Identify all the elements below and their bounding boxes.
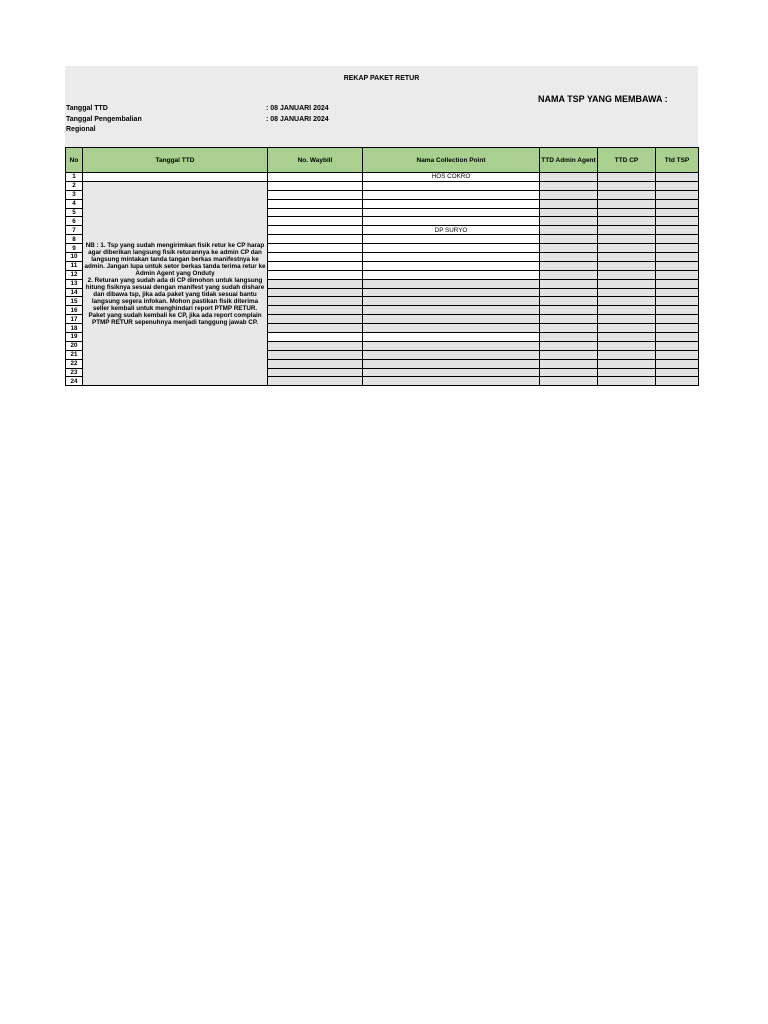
waybill-cell[interactable]: [268, 297, 363, 306]
ttd-tsp-cell[interactable]: [656, 217, 699, 226]
row-number: 10: [66, 253, 83, 262]
waybill-cell[interactable]: [268, 190, 363, 199]
ttd-admin-cell[interactable]: [540, 208, 598, 217]
ttd-tsp-cell[interactable]: [656, 288, 699, 297]
ttd-cp-cell[interactable]: [598, 226, 656, 235]
collection-point-cell[interactable]: [363, 306, 540, 315]
collection-point-cell[interactable]: [363, 377, 540, 386]
ttd-admin-cell[interactable]: [540, 261, 598, 270]
ttd-cp-cell[interactable]: [598, 359, 656, 368]
row-number: 12: [66, 270, 83, 279]
ttd-tsp-cell[interactable]: [656, 235, 699, 244]
ttd-cp-cell[interactable]: [598, 235, 656, 244]
tsp-label: NAMA TSP YANG MEMBAWA :: [538, 94, 668, 104]
collection-point-cell[interactable]: [363, 333, 540, 342]
ttd-admin-cell[interactable]: [540, 253, 598, 262]
collection-point-cell[interactable]: [363, 315, 540, 324]
collection-point-cell[interactable]: [363, 270, 540, 279]
ttd-tsp-cell[interactable]: [656, 377, 699, 386]
waybill-cell[interactable]: [268, 341, 363, 350]
ttd-tsp-cell[interactable]: [656, 315, 699, 324]
meta-label-tanggal-ttd: Tanggal TTD: [66, 105, 108, 112]
ttd-tsp-cell[interactable]: [656, 297, 699, 306]
ttd-cp-cell[interactable]: [598, 324, 656, 333]
row-number: 23: [66, 368, 83, 377]
ttd-cp-cell[interactable]: [598, 297, 656, 306]
row-number: 17: [66, 315, 83, 324]
ttd-tsp-cell[interactable]: [656, 279, 699, 288]
collection-point-cell[interactable]: [363, 279, 540, 288]
ttd-cp-cell[interactable]: [598, 270, 656, 279]
waybill-cell[interactable]: [268, 350, 363, 359]
row-number: 16: [66, 306, 83, 315]
collection-point-cell[interactable]: [363, 190, 540, 199]
meta-value-tanggal-pengembalian: : 08 JANUARI 2024: [266, 116, 329, 123]
waybill-cell[interactable]: [268, 173, 363, 182]
waybill-cell[interactable]: [268, 253, 363, 262]
tanggal-ttd-cell[interactable]: [83, 173, 268, 182]
ttd-tsp-cell[interactable]: [656, 341, 699, 350]
col-header-no: No: [66, 148, 83, 173]
col-header-ttd-tsp: Ttd TSP: [656, 148, 699, 173]
row-number: 13: [66, 279, 83, 288]
retur-table: [65, 147, 699, 386]
ttd-admin-cell[interactable]: [540, 288, 598, 297]
waybill-cell[interactable]: [268, 324, 363, 333]
ttd-cp-cell[interactable]: [598, 253, 656, 262]
waybill-cell[interactable]: [268, 315, 363, 324]
row-number: 14: [66, 288, 83, 297]
col-header-waybill: No. Waybill: [268, 148, 363, 173]
row-number: 21: [66, 350, 83, 359]
collection-point-cell[interactable]: [363, 288, 540, 297]
collection-point-cell[interactable]: [363, 368, 540, 377]
waybill-cell[interactable]: [268, 261, 363, 270]
ttd-tsp-cell[interactable]: [656, 324, 699, 333]
ttd-tsp-cell[interactable]: [656, 270, 699, 279]
row-number: 15: [66, 297, 83, 306]
ttd-tsp-cell[interactable]: [656, 181, 699, 190]
ttd-admin-cell[interactable]: [540, 333, 598, 342]
row-number: 18: [66, 324, 83, 333]
waybill-cell[interactable]: [268, 377, 363, 386]
ttd-admin-cell[interactable]: [540, 368, 598, 377]
row-number: 1: [66, 173, 83, 182]
meta-label-regional: Regional: [66, 126, 96, 133]
row-number: 11: [66, 261, 83, 270]
collection-point-cell[interactable]: [363, 199, 540, 208]
collection-point-cell[interactable]: HOS COKRO: [363, 173, 540, 182]
waybill-cell[interactable]: [268, 226, 363, 235]
col-header-collection-point: Nama Collection Point: [363, 148, 540, 173]
collection-point-cell[interactable]: DP SURYO: [363, 226, 540, 235]
row-number: 5: [66, 208, 83, 217]
ttd-admin-cell[interactable]: [540, 181, 598, 190]
ttd-cp-cell[interactable]: [598, 208, 656, 217]
waybill-cell[interactable]: [268, 199, 363, 208]
ttd-tsp-cell[interactable]: [656, 190, 699, 199]
ttd-admin-cell[interactable]: [540, 173, 598, 182]
document-title: REKAP PAKET RETUR: [343, 75, 420, 82]
waybill-cell[interactable]: [268, 359, 363, 368]
table-header-row: [66, 148, 699, 173]
ttd-cp-cell[interactable]: [598, 333, 656, 342]
row-number: 22: [66, 359, 83, 368]
collection-point-cell[interactable]: [363, 235, 540, 244]
ttd-admin-cell[interactable]: [540, 359, 598, 368]
ttd-admin-cell[interactable]: [540, 226, 598, 235]
ttd-cp-cell[interactable]: [598, 199, 656, 208]
meta-value-tanggal-ttd: : 08 JANUARI 2024: [266, 105, 329, 112]
ttd-admin-cell[interactable]: [540, 377, 598, 386]
row-number: 4: [66, 199, 83, 208]
ttd-admin-cell[interactable]: [540, 306, 598, 315]
ttd-admin-cell[interactable]: [540, 270, 598, 279]
ttd-cp-cell[interactable]: [598, 181, 656, 190]
waybill-cell[interactable]: [268, 288, 363, 297]
ttd-cp-cell[interactable]: [598, 315, 656, 324]
note-text: NB : 1. Tsp yang sudah mengirimkan fisik retur ke CP harap agar diberikan langsung fisik returannya ke admin CP dan langsung mintakan tanda tangan berkas manifestnya ke admin. Jangan lupa untuk setor berkas tanda terima retur ke Admin Agent yang Onduty 2. Returan yang sudah ada di CP dimohon untuk langsung hitung fisiknya sesuai dengan manifest yang sudah dishare dan dibawa tsp, jika ada paket yang tidak sesuai bantu langsung segera infokan. Mohon pastikan fisik diterima seller kembali untuk menghindari report PTMP RETUR. Paket yang sudah kembali ke CP, jika ada report complain PTMP RETUR sepenuhnya menjadi tanggung jawab CP.: [84, 241, 266, 326]
waybill-cell[interactable]: [268, 208, 363, 217]
ttd-tsp-cell[interactable]: [656, 244, 699, 253]
ttd-admin-cell[interactable]: [540, 199, 598, 208]
ttd-admin-cell[interactable]: [540, 315, 598, 324]
ttd-admin-cell[interactable]: [540, 341, 598, 350]
ttd-cp-cell[interactable]: [598, 341, 656, 350]
col-header-tanggal-ttd: Tanggal TTD: [83, 148, 268, 173]
collection-point-cell[interactable]: [363, 341, 540, 350]
waybill-cell[interactable]: [268, 279, 363, 288]
ttd-admin-cell[interactable]: [540, 297, 598, 306]
ttd-admin-cell[interactable]: [540, 217, 598, 226]
table-row: [66, 173, 699, 182]
ttd-admin-cell[interactable]: [540, 244, 598, 253]
ttd-cp-cell[interactable]: [598, 350, 656, 359]
waybill-cell[interactable]: [268, 306, 363, 315]
ttd-tsp-cell[interactable]: [656, 261, 699, 270]
collection-point-cell[interactable]: [363, 359, 540, 368]
ttd-cp-cell[interactable]: [598, 306, 656, 315]
ttd-cp-cell[interactable]: [598, 261, 656, 270]
ttd-admin-cell[interactable]: [540, 324, 598, 333]
collection-point-cell[interactable]: [363, 217, 540, 226]
ttd-cp-cell[interactable]: [598, 377, 656, 386]
collection-point-cell[interactable]: [363, 181, 540, 190]
waybill-cell[interactable]: [268, 244, 363, 253]
row-number: 2: [66, 181, 83, 190]
row-number: 6: [66, 217, 83, 226]
ttd-tsp-cell[interactable]: [656, 208, 699, 217]
waybill-cell[interactable]: [268, 368, 363, 377]
ttd-cp-cell[interactable]: [598, 288, 656, 297]
meta-label-tanggal-pengembalian: Tanggal Pengembalian: [66, 116, 142, 123]
ttd-cp-cell[interactable]: [598, 217, 656, 226]
ttd-tsp-cell[interactable]: [656, 173, 699, 182]
table-row: [66, 181, 699, 190]
ttd-cp-cell[interactable]: [598, 279, 656, 288]
waybill-cell[interactable]: [268, 235, 363, 244]
ttd-cp-cell[interactable]: [598, 173, 656, 182]
row-number: 20: [66, 341, 83, 350]
ttd-tsp-cell[interactable]: [656, 306, 699, 315]
ttd-admin-cell[interactable]: [540, 279, 598, 288]
collection-point-cell[interactable]: [363, 253, 540, 262]
row-number: 19: [66, 333, 83, 342]
ttd-cp-cell[interactable]: [598, 190, 656, 199]
ttd-tsp-cell[interactable]: [656, 333, 699, 342]
ttd-tsp-cell[interactable]: [656, 253, 699, 262]
row-number: 8: [66, 235, 83, 244]
row-number: 9: [66, 244, 83, 253]
ttd-admin-cell[interactable]: [540, 235, 598, 244]
waybill-cell[interactable]: [268, 217, 363, 226]
ttd-tsp-cell[interactable]: [656, 350, 699, 359]
ttd-tsp-cell[interactable]: [656, 368, 699, 377]
ttd-cp-cell[interactable]: [598, 244, 656, 253]
collection-point-cell[interactable]: [363, 208, 540, 217]
row-number: 7: [66, 226, 83, 235]
col-header-ttd-admin: TTD Admin Agent: [540, 148, 598, 173]
row-number: 24: [66, 377, 83, 386]
collection-point-cell[interactable]: [363, 244, 540, 253]
ttd-cp-cell[interactable]: [598, 368, 656, 377]
ttd-tsp-cell[interactable]: [656, 359, 699, 368]
collection-point-cell[interactable]: [363, 350, 540, 359]
ttd-admin-cell[interactable]: [540, 190, 598, 199]
ttd-tsp-cell[interactable]: [656, 199, 699, 208]
col-header-ttd-cp: TTD CP: [598, 148, 656, 173]
note-cell: [83, 181, 268, 385]
collection-point-cell[interactable]: [363, 297, 540, 306]
collection-point-cell[interactable]: [363, 261, 540, 270]
ttd-tsp-cell[interactable]: [656, 226, 699, 235]
waybill-cell[interactable]: [268, 333, 363, 342]
waybill-cell[interactable]: [268, 270, 363, 279]
ttd-admin-cell[interactable]: [540, 350, 598, 359]
row-number: 3: [66, 190, 83, 199]
collection-point-cell[interactable]: [363, 324, 540, 333]
waybill-cell[interactable]: [268, 181, 363, 190]
